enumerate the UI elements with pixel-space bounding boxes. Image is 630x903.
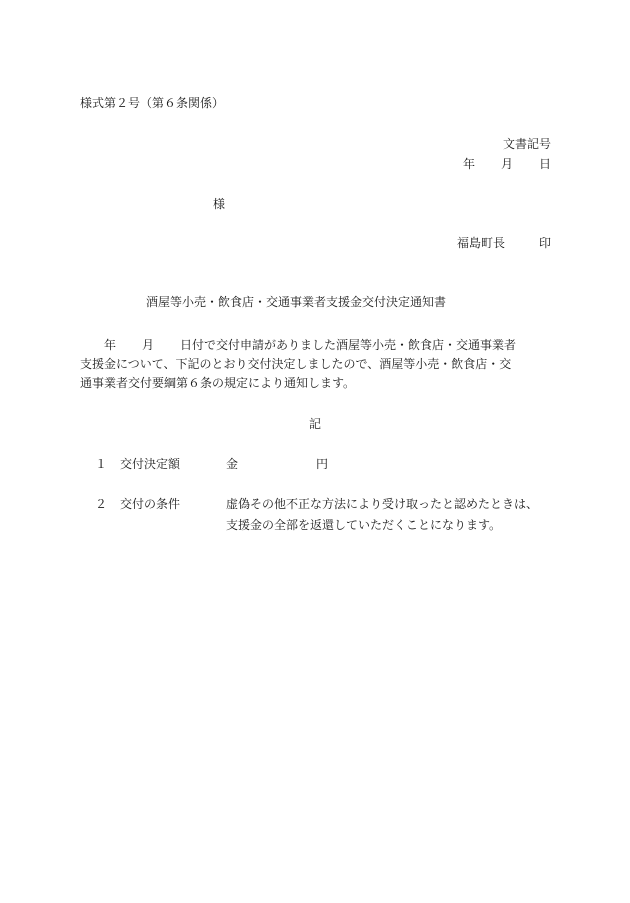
item-1-number: １ <box>95 457 108 471</box>
body-month: 月 <box>142 338 155 352</box>
body-line-2: 支援金について、下記のとおり交付決定しましたので、酒屋等小売・飲食店・交 <box>80 357 512 371</box>
date-day: 日 <box>538 157 551 171</box>
date-line <box>463 158 551 170</box>
issuer <box>457 237 551 249</box>
issuer-name: 福島町長 <box>456 236 505 250</box>
date-month: 月 <box>500 157 513 171</box>
amount-suffix: 円 <box>316 457 329 471</box>
form-label: 様式第２号（第６条関係） <box>80 96 225 110</box>
document-number: 文書記号 <box>502 137 551 151</box>
ki-heading: 記 <box>309 417 322 431</box>
item-2-value <box>226 494 538 536</box>
item-2-label: 交付の条件 <box>120 497 181 511</box>
body-year: 年 <box>104 338 117 352</box>
body-line-1 <box>80 336 560 355</box>
body-paragraph <box>80 336 560 393</box>
recipient-suffix: 様 <box>213 197 226 211</box>
body-line-1-rest: 日付で交付申請がありました酒屋等小売・飲食店・交通事業者 <box>180 338 517 352</box>
item-2-value-line-1: 虚偽その他不正な方法により受け取ったと認めたときは、 <box>226 497 539 511</box>
item-1-value <box>226 458 328 470</box>
document-title: 酒屋等小売・飲食店・交通事業者支援金交付決定通知書 <box>146 295 447 309</box>
item-1-label: 交付決定額 <box>120 457 181 471</box>
item-2-value-line-2: 支援金の全部を返還していただくことになります。 <box>226 518 502 532</box>
body-line-3: 通事業者交付要綱第６条の規定により通知します。 <box>80 376 356 390</box>
seal-mark: 印 <box>538 236 551 250</box>
amount-prefix: 金 <box>226 457 239 471</box>
item-2-number: ２ <box>95 497 108 511</box>
date-year: 年 <box>462 157 475 171</box>
